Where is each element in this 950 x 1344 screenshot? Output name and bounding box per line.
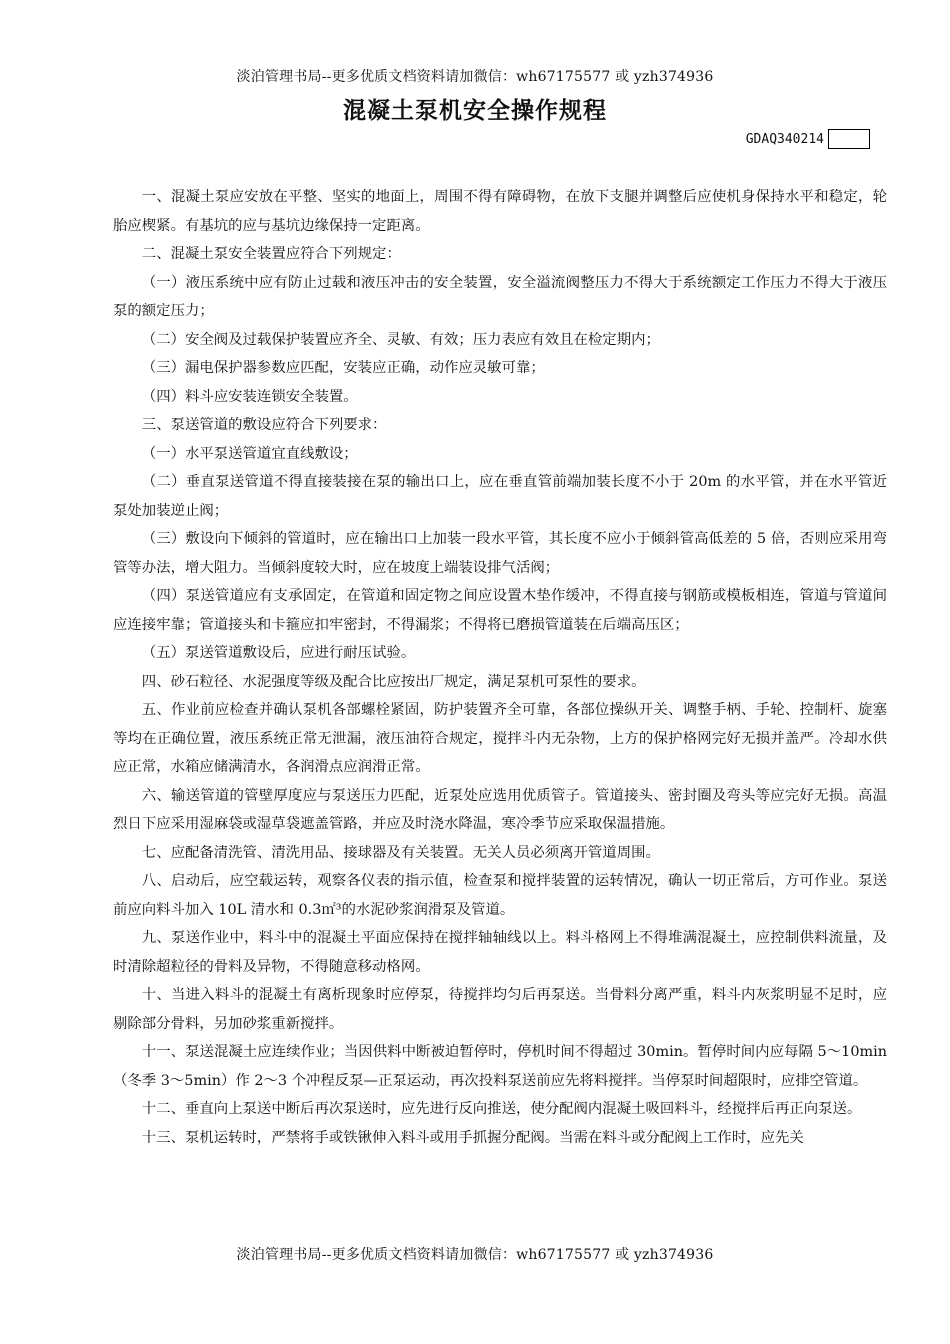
document-body [113,183,887,1152]
page-title: 混凝土泵机安全操作规程 [343,98,607,124]
paragraph-11: （四）泵送管道应有支承固定，在管道和固定物之间应设置木垫作缓冲，不得直接与钢筋或模板相连，管道与管道间应连接牢靠；管道接头和卡箍应扣牢密封，不得漏浆；不得将已磨损管道装在后端高压区； [113,588,887,633]
paragraph-10: （三）敷设向下倾斜的管道时，应在输出口上加装一段水平管，其长度不应小于倾斜管高低差的 5 倍，否则应采用弯管等办法，增大阻力。当倾斜度较大时，应在坡度上端装设排气活阀； [113,531,887,576]
paragraph-12: （五）泵送管道敷设后，应进行耐压试验。 [141,645,416,661]
paragraph-21: 十二、垂直向上泵送中断后再次泵送时，应先进行反向推送，使分配阀内混凝土吸回料斗，经搅拌后再正向泵送。 [141,1101,862,1117]
paragraph-9: （二）垂直泵送管道不得直接装接在泵的输出口上，应在垂直管前端加装长度不小于 20m 的水平管，并在水平管近泵处加装逆止阀； [113,474,887,519]
footer-watermark-text: 淡泊管理书局--更多优质文档资料请加微信：wh67175577 或 yzh374936 [236,1247,714,1263]
paragraph-8: （一）水平泵送管道宜直线敷设； [141,445,358,462]
document-code-row [746,128,870,150]
paragraph-1: 一、混凝土泵应安放在平整、坚实的地面上，周围不得有障碍物，在放下支腿并调整后应使机身保持水平和稳定，轮胎应楔紧。有基坑的应与基坑边缘保持一定距离。 [113,189,887,234]
paragraph-2: 二、混凝土泵安全装置应符合下列规定： [141,246,401,262]
paragraph-15: 六、输送管道的管壁厚度应与泵送压力匹配，近泵处应选用优质管子。管道接头、密封圈及弯头等应完好无损。高温烈日下应采用湿麻袋或湿草袋遮盖管路，并应及时浇水降温，寒冷季节应采取保温措施。 [113,787,887,832]
paragraph-13: 四、砂石粒径、水泥强度等级及配合比应按出厂规定，满足泵机可泵性的要求。 [141,673,646,690]
paragraph-3: （一）液压系统中应有防止过载和液压冲击的安全装置，安全溢流阀整压力不得大于系统额定工作压力不得大于液压泵的额定压力； [113,274,887,319]
paragraph-14: 五、作业前应检查并确认泵机各部螺栓紧固，防护装置齐全可靠，各部位操纵开关、调整手柄、手轮、控制杆、旋塞等均在正确位置，液压系统正常无泄漏，液压油符合规定，搅拌斗内无杂物，上方的保护格网完好无损并盖严。冷却水供应正常，水箱应储满清水，各润滑点应润滑正常。 [113,702,887,775]
header-watermark-text: 淡泊管理书局--更多优质文档资料请加微信：wh67175577 或 yzh374936 [236,69,714,85]
paragraph-22: 十三、泵机运转时，严禁将手或铁锹伸入料斗或用手抓握分配阀。当需在料斗或分配阀上工作时，应先关 [141,1129,804,1146]
paragraph-7: 三、泵送管道的敷设应符合下列要求： [141,417,387,433]
document-code: GDAQ340214 [745,131,824,147]
code-box [828,129,870,149]
paragraph-6: （四）料斗应安装连锁安全装置。 [141,388,358,405]
paragraph-4: （二）安全阀及过载保护装置应齐全、灵敏、有效；压力表应有效且在检定期内； [141,331,660,348]
paragraph-19: 十、当进入料斗的混凝土有离析现象时应停泵，待搅拌均匀后再泵送。当骨料分离严重，料斗内灰浆明显不足时，应剔除部分骨料，另加砂浆重新搅拌。 [113,987,887,1032]
paragraph-18: 九、泵送作业中，料斗中的混凝土平面应保持在搅拌轴轴线以上。料斗格网上不得堆满混凝土，应控制供料流量，及时清除超粒径的骨料及异物，不得随意移动格网。 [113,930,887,975]
paragraph-5: （三）漏电保护器参数应匹配，安装应正确，动作应灵敏可靠； [141,360,545,376]
paragraph-17: 八、启动后，应空载运转，观察各仪表的指示值，检查泵和搅拌装置的运转情况，确认一切正常后，方可作业。泵送前应向料斗加入 10L 清水和 0.3㎡³的水泥砂浆润滑泵及管道。 [113,873,887,918]
paragraph-20: 十一、泵送混凝土应连续作业；当因供料中断被迫暂停时，停机时间不得超过 30min。暂停时间内应每隔 5～10min（冬季 3～5min）作 2～3 个冲程反泵—正泵运动，再次投料泵送前应先将料搅拌。当停泵时间超限时，应排空管道。 [113,1044,887,1089]
paragraph-16: 七、应配备清洗管、清洗用品、接球器及有关装置。无关人员必须离开管道周围。 [141,844,660,861]
